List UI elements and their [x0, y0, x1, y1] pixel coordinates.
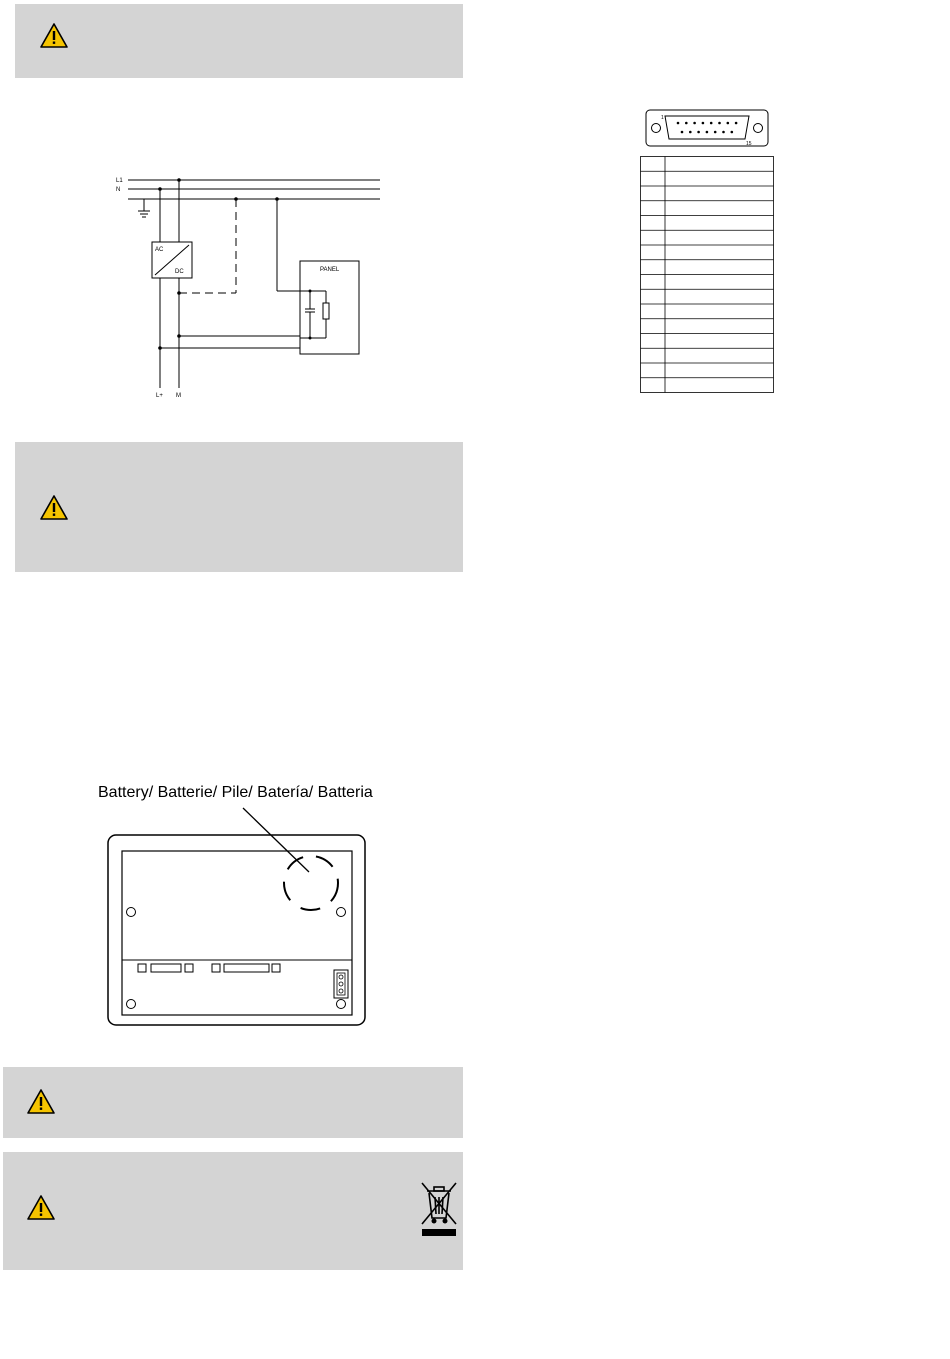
connector-pin [689, 131, 692, 134]
connector-pin [714, 131, 717, 134]
connector-pin [710, 122, 713, 125]
connector-pin [685, 122, 688, 125]
pinout-table [640, 156, 774, 393]
warning-box-1 [15, 4, 463, 78]
label-m: M [176, 393, 181, 399]
warning-triangle-icon [26, 1194, 56, 1221]
label-n: N [116, 187, 121, 193]
warning-box-4 [3, 1152, 463, 1270]
warning-triangle-icon [39, 494, 69, 521]
pin-first-label: 1 [661, 115, 664, 121]
connector-pin [722, 131, 725, 134]
connector-pin [718, 122, 721, 125]
connector-pin [697, 131, 700, 134]
label-panel: PANEL [320, 267, 340, 273]
connector-pin [735, 122, 738, 125]
connector-pin [706, 131, 709, 134]
warning-triangle-icon [39, 22, 69, 49]
connector-pin [731, 131, 734, 134]
warning-triangle-icon [26, 1088, 56, 1115]
battery-label: Battery/ Batterie/ Pile/ Batería/ Batteria [98, 784, 373, 801]
connector-pin [681, 131, 684, 134]
label-dc: DC [175, 269, 184, 275]
connector-pin [702, 122, 705, 125]
connector-pin [727, 122, 730, 125]
warning-box-2 [15, 442, 463, 572]
wiring-diagram [100, 165, 390, 405]
crossed-out-bin-icon [418, 1180, 460, 1238]
label-l1: L1 [116, 178, 123, 184]
warning-box-3 [3, 1067, 463, 1138]
connector-pin [677, 122, 680, 125]
label-lplus: L+ [156, 393, 163, 399]
pin-last-label: 15 [746, 141, 752, 147]
label-ac: AC [155, 247, 164, 253]
connector-pin [693, 122, 696, 125]
dsub-connector [645, 108, 770, 148]
device-back-view [105, 800, 370, 1032]
